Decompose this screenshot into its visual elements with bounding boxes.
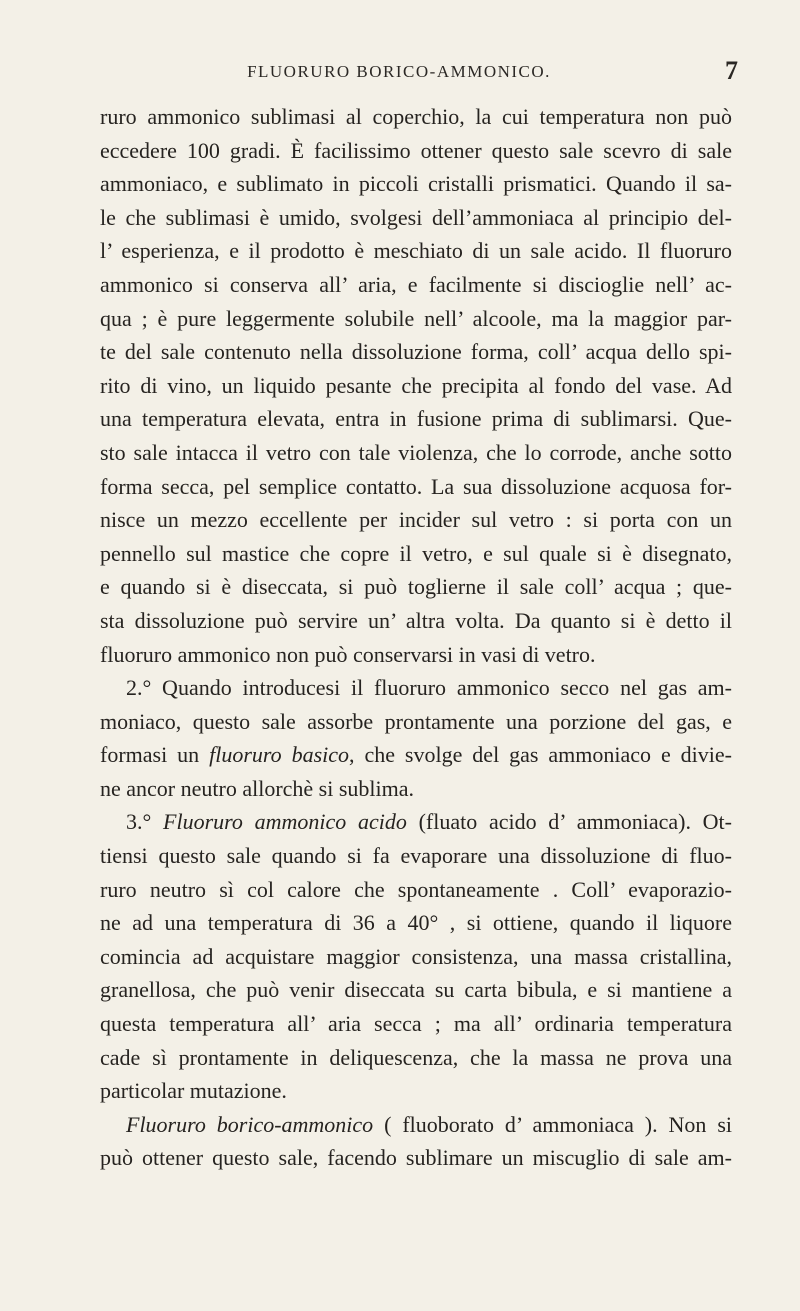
text-line — [100, 705, 732, 739]
text-line — [100, 873, 732, 907]
text-line — [100, 604, 732, 638]
text-segment: l’ esperienza, e il prodotto è meschiato di un sale acido. Il fluoruro — [100, 238, 732, 264]
text-segment: 3.° — [126, 809, 164, 835]
text-line — [100, 100, 732, 134]
text-segment: sto sale intacca il vetro con tale violenza, che lo corrode, anche sotto — [100, 439, 732, 465]
text-line — [100, 369, 732, 403]
text-line — [100, 906, 732, 940]
text-line — [100, 436, 732, 470]
italic-term: Fluoruro ammonico acido — [163, 809, 407, 835]
text-segment: (fluato acido d’ ammoniaca). Ot- — [406, 809, 732, 835]
text-segment: 2.° Quando introducesi il fluoruro ammonico secco nel gas am- — [126, 675, 732, 701]
text-segment: può ottener questo sale, facendo sublimare un miscuglio di sale am- — [100, 1145, 732, 1171]
running-head: FLUORURO BORICO-AMMONICO. — [247, 62, 551, 81]
text-line — [100, 470, 732, 504]
text-segment: ammoniaco, e sublimato in piccoli cristalli prismatici. Quando il sa- — [100, 171, 732, 197]
text-line — [100, 335, 732, 369]
text-segment: te del sale contenuto nella dissoluzione forma, coll’ acqua dello spi- — [100, 339, 732, 365]
text-line — [100, 201, 732, 235]
text-segment: questa temperatura all’ aria secca ; ma all’ ordinaria temperatura — [100, 1011, 732, 1037]
page-header — [60, 56, 738, 92]
text-segment: , che svolge del gas ammoniaco e divie- — [349, 742, 732, 768]
text-line — [100, 671, 732, 705]
text-line — [100, 1041, 732, 1075]
text-line — [100, 940, 732, 974]
text-line — [100, 1007, 732, 1041]
text-line — [100, 772, 732, 806]
text-line — [100, 167, 732, 201]
text-segment: comincia ad acquistare maggior consistenza, una massa cristallina, — [100, 943, 732, 969]
text-segment: forma secca, pel semplice contatto. La sua dissoluzione acquosa for- — [100, 473, 732, 499]
text-segment: ruro neutro sì col calore che spontaneamente . Coll’ evaporazio- — [100, 876, 732, 902]
text-segment: le che sublimasi è umido, svolgesi dell’ammoniaca al principio del- — [100, 204, 732, 230]
italic-term: Fluoruro borico-ammonico — [126, 1111, 374, 1137]
text-segment: nisce un mezzo eccellente per incider sul vetro : si porta con un — [100, 507, 732, 533]
text-line — [100, 1141, 732, 1175]
text-segment: fluoruro ammonico non può conservarsi in vasi di vetro. — [100, 641, 596, 667]
text-segment: e quando si è diseccata, si può toglierne il sale coll’ acqua ; que- — [100, 574, 732, 600]
text-line — [100, 1074, 732, 1108]
text-segment: sta dissoluzione può servire un’ altra volta. Da quanto si è detto il — [100, 607, 732, 633]
text-segment: cade sì prontamente in deliquescenza, che la massa ne prova una — [100, 1044, 732, 1070]
text-line — [100, 973, 732, 1007]
page-number: 7 — [725, 56, 738, 85]
text-segment: pennello sul mastice che copre il vetro, e sul quale si è disegnato, — [100, 540, 732, 566]
text-line — [100, 738, 732, 772]
text-segment: eccedere 100 gradi. È facilissimo ottener questo sale scevro di sale — [100, 137, 732, 163]
text-segment: particolar mutazione. — [100, 1078, 287, 1104]
text-segment: qua ; è pure leggermente solubile nell’ alcoole, ma la maggior par- — [100, 305, 732, 331]
text-line — [100, 503, 732, 537]
text-line — [100, 302, 732, 336]
text-line — [100, 839, 732, 873]
text-segment: ne ancor neutro allorchè si sublima. — [100, 775, 415, 801]
text-segment: moniaco, questo sale assorbe prontamente una porzione del gas, e — [100, 708, 732, 734]
text-line — [100, 1108, 732, 1142]
text-segment: una temperatura elevata, entra in fusione prima di sublimarsi. Que- — [100, 406, 732, 432]
text-line — [100, 234, 732, 268]
text-segment: ne ad una temperatura di 36 a 40° , si ottiene, quando il liquore — [100, 910, 732, 936]
text-line — [100, 268, 732, 302]
text-segment: tiensi questo sale quando si fa evaporare una dissoluzione di fluo- — [100, 843, 732, 869]
italic-term: fluoruro basico — [209, 742, 350, 768]
text-segment: ruro ammonico sublimasi al coperchio, la cui temperatura non può — [100, 104, 732, 129]
body-text — [100, 100, 732, 1175]
text-line — [100, 805, 732, 839]
text-segment: rito di vino, un liquido pesante che precipita al fondo del vase. Ad — [100, 372, 732, 398]
text-line — [100, 638, 732, 672]
text-line — [100, 134, 732, 168]
text-segment: ( fluoborato d’ ammoniaca ). Non si — [373, 1111, 732, 1137]
text-line — [100, 402, 732, 436]
text-segment: granellosa, che può venir diseccata su carta bibula, e si mantiene a — [100, 977, 732, 1003]
text-segment: ammonico si conserva all’ aria, e facilmente si discioglie nell’ ac- — [100, 271, 732, 297]
text-line — [100, 537, 732, 571]
text-segment: formasi un — [100, 742, 210, 768]
text-line — [100, 570, 732, 604]
